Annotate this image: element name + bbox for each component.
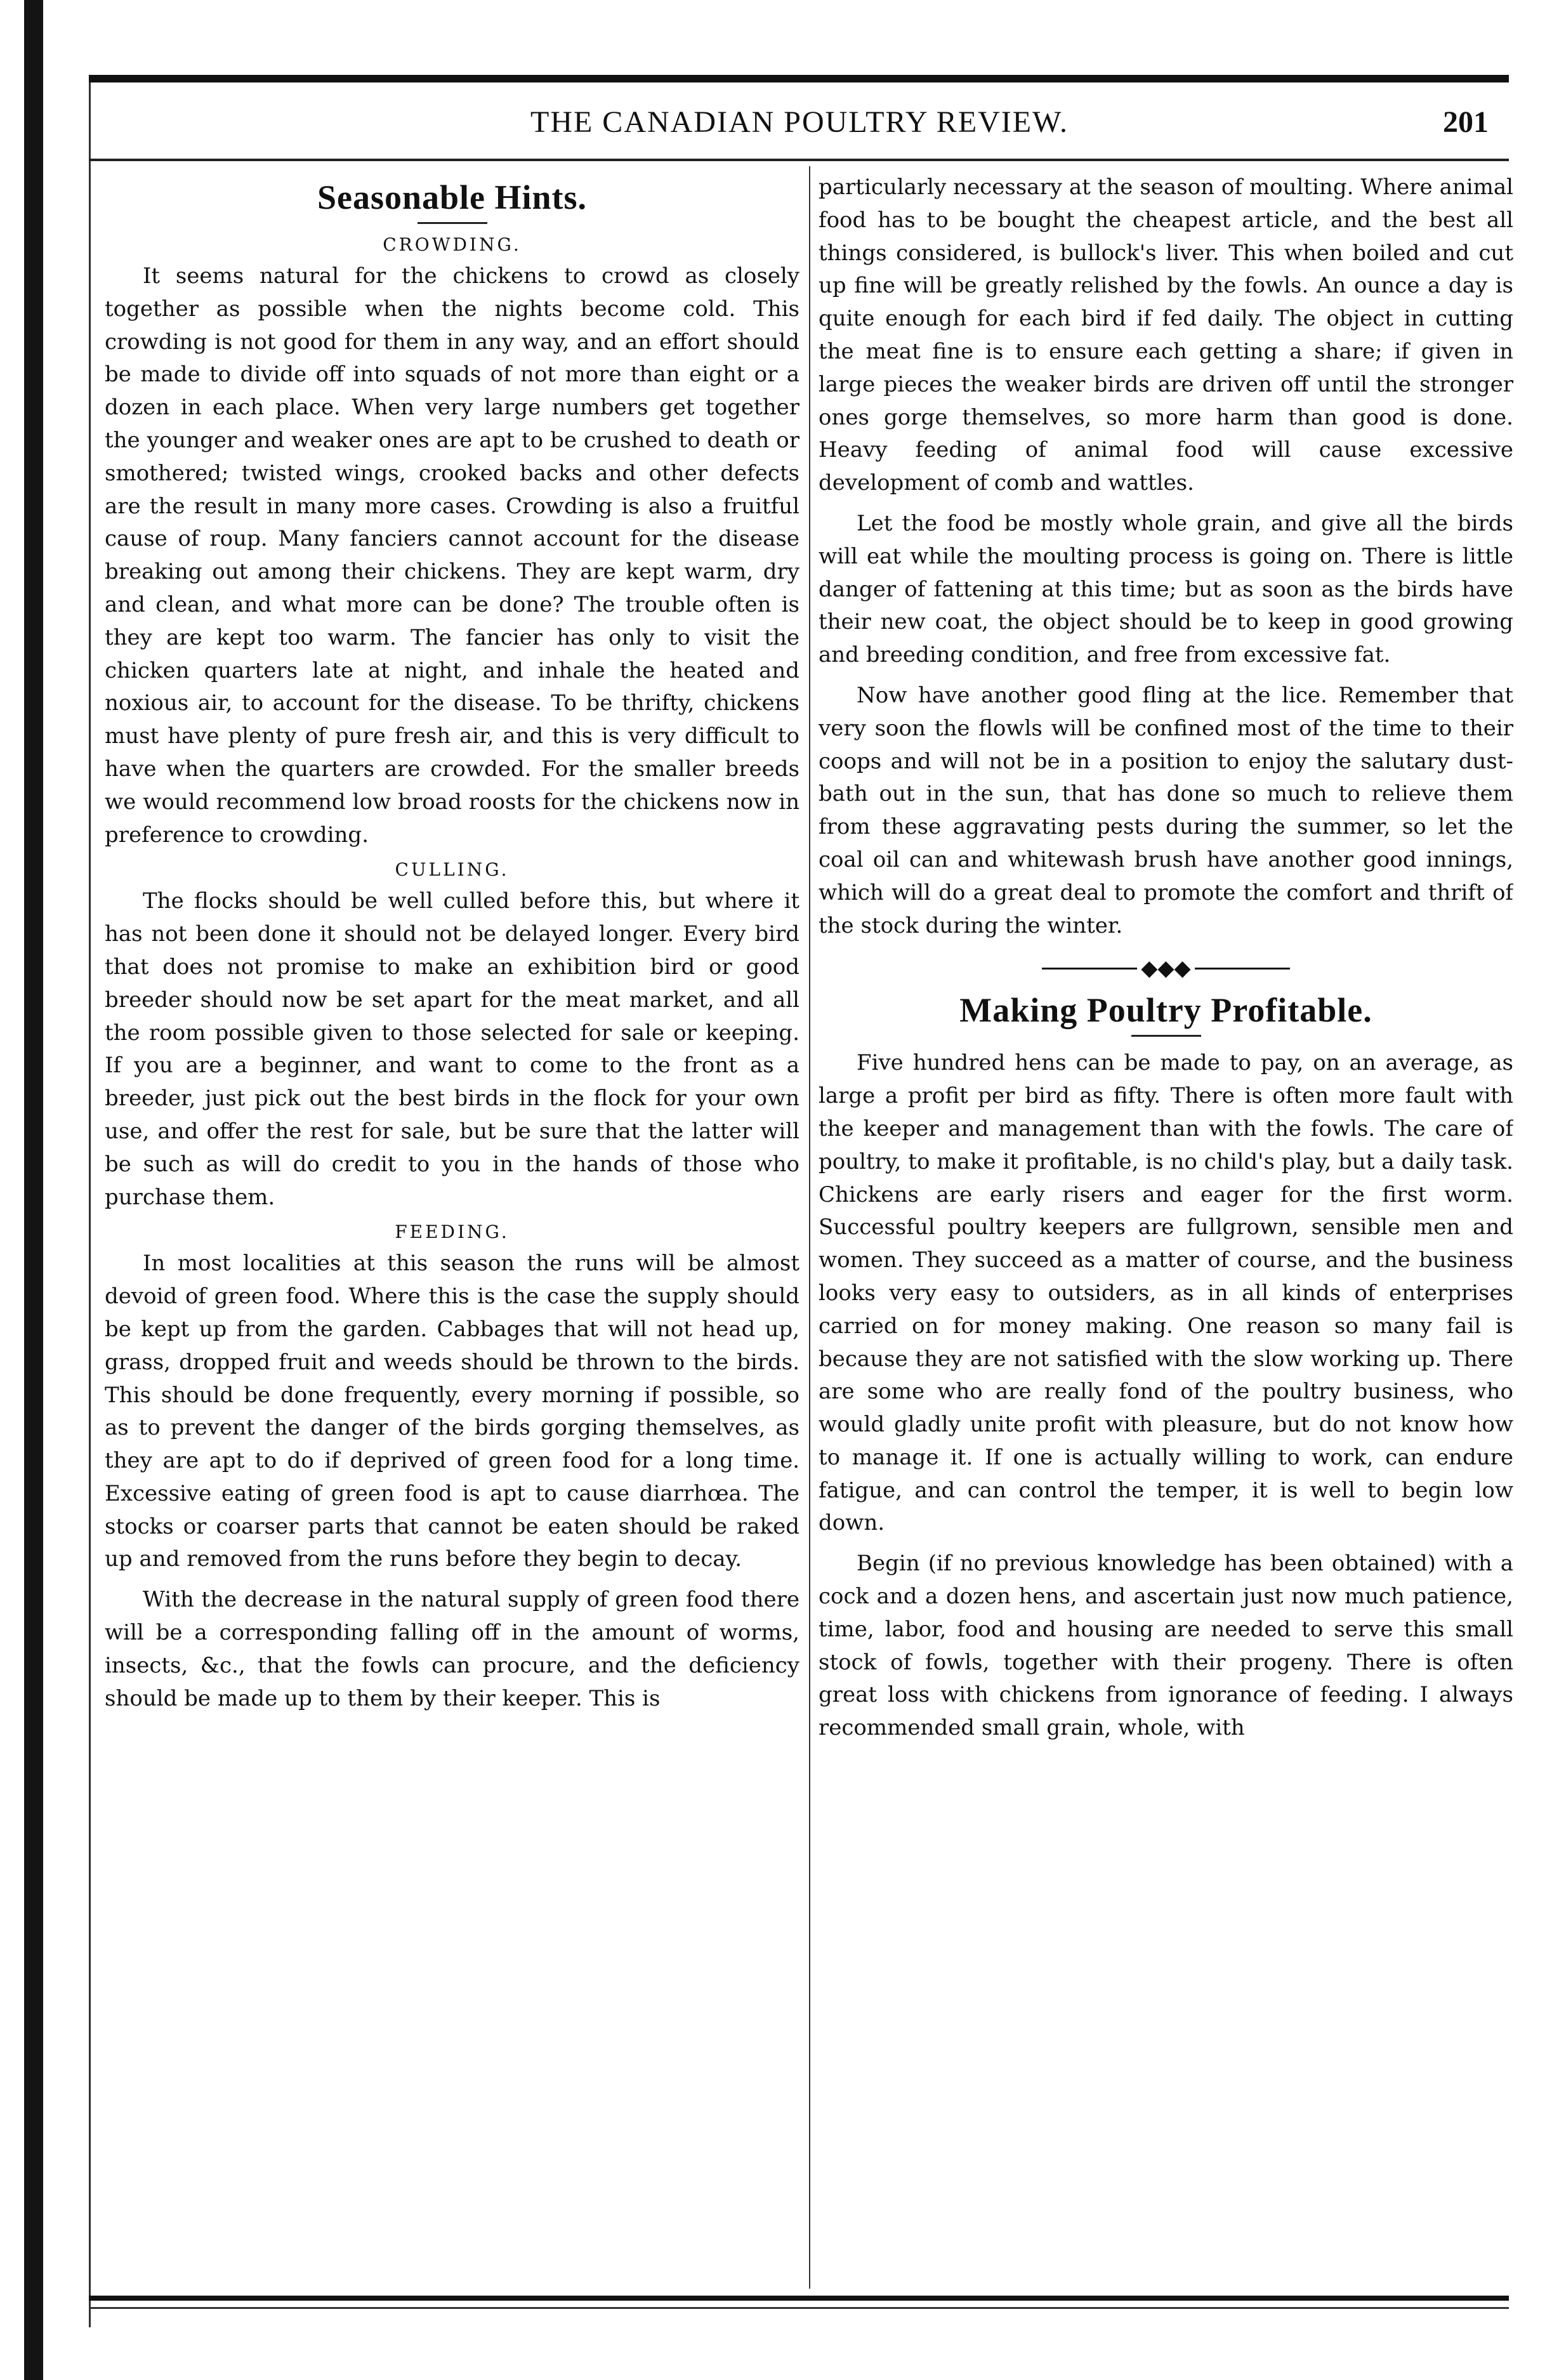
page-header — [95, 92, 1504, 155]
page-number: 201 — [1443, 105, 1489, 139]
subhead-feeding: FEEDING. — [395, 1221, 510, 1243]
paragraph-moulting: Let the food be mostly whole grain, and give all the birds will eat while the moulting process is going on. There is little danger of fattening at this time; but as soon as the birds have their new coat, the object should be to keep in good growing and breeding condition, and free from excessive fat. — [819, 510, 1513, 668]
bottom-border-rule-thin — [89, 2307, 1509, 2309]
header-rule — [89, 159, 1509, 161]
left-column — [105, 171, 799, 2284]
paragraph-continued: particularly necessary at the season of moulting. Where animal food has to be bought the cheapest article, and the best all things considered, is bullock's liver. This when boiled and cut up fine will be greatly relished by the fowls. An ounce a day is quite enough for each bird if fed daily. The object in cutting the meat fine is to ensure each getting a share; if given in large pieces the weaker birds are driven off until the stronger ones gorge themselves, so more harm than good is done. Heavy feeding of animal food will cause excessive development of comb and wattles. — [819, 174, 1513, 496]
article-title-seasonable-hints: Seasonable Hints. — [317, 178, 588, 216]
paragraph-culling: The flocks should be well culled before this, but where it has not been done it should not be delayed longer. Every bird that does not promise to make an exhibition bird or good breeder should now be set apart for the meat market, and all the room possible given to those selected for sale or keeping. If you are a beginner, and want to come to the front as a breeder, just pick out the best birds in the flock for your own use, and offer the rest for sale, but be sure that the latter will be such as will do credit to you in the hands of those who purchase them. — [105, 888, 799, 1210]
title-rule-2 — [1131, 1035, 1201, 1037]
paragraph-feeding-1: In most localities at this season the runs will be almost devoid of green food. Where this is the case the supply should be kept up from the garden. Cabbages that will not head up, grass, dropped fruit and weeds should be thrown to the birds. This should be done frequently, every morning if possible, so as to prevent the danger of the birds gorging themselves, as they are apt to do if deprived of green food for a long time. Excessive eating of green food is apt to cause diarrhœa. The stocks or coarser parts that cannot be eaten should be raked up and removed from the runs before they begin to decay. — [105, 1251, 799, 1572]
paragraph-lice: Now have another good fling at the lice. Remember that very soon the flowls will be confined most of the time to their coops and will not be in a position to enjoy the salutary dust-bath out in the sun, that has done so much to relieve them from these aggravating pests during the summer, so let the coal oil can and whitewash brush have another good innings, which will do a great deal to promote the comfort and thrift of the stock during the winter. — [819, 682, 1513, 938]
subhead-culling: CULLING. — [395, 859, 510, 881]
bottom-border-rule — [89, 2296, 1509, 2301]
subhead-crowding: CROWDING. — [383, 234, 522, 255]
right-column — [819, 171, 1513, 2284]
paragraph-feeding-2: With the decrease in the natural supply of green food there will be a corresponding falling off in the amount of worms, insects, &c., that the fowls can procure, and the deficiency should be made up to them by their keeper. This is — [105, 1587, 799, 1711]
left-margin-rule — [24, 0, 43, 2380]
running-head: THE CANADIAN POULTRY REVIEW. — [530, 105, 1069, 139]
paragraph-profitable-2: Begin (if no previous knowledge has been obtained) with a cock and a dozen hens, and ascertain just now much patience, time, labor, food and housing are needed to serve this small stock of fowls, together with their progeny. There is often great loss with chickens from ignorance of feeding. I always recommended small grain, whole, with — [819, 1551, 1513, 1741]
section-ornament — [819, 956, 1513, 982]
article-title-making-poultry-profitable: Making Poultry Profitable. — [959, 991, 1372, 1030]
top-border-rule — [89, 75, 1509, 82]
left-border-rule — [89, 75, 91, 2327]
paragraph-profitable-1: Five hundred hens can be made to pay, on an average, as large a profit per bird as fifty. There is often more fault with the keeper and management than with the fowls. The care of poultry, to make it profitable, is no child's play, but a daily task. Chickens are early risers and eager for the first worm. Successful poultry keepers are fullgrown, sensible men and women. They succeed as a matter of course, and the business looks very easy to outsiders, as in all kinds of enterprises carried on for money making. One reason so many fail is because they are not satisfied with the slow working up. There are some who are really fond of the poultry business, who would gladly unite profit with pleasure, but do not know how to manage it. If one is actually willing to work, can endure fatigue, and can control the temper, it is well to begin low down. — [819, 1050, 1513, 1536]
ornament-line-left — [1042, 968, 1137, 970]
column-divider — [809, 166, 810, 2289]
ornament-diamond-icon: ◆◆◆ — [1141, 956, 1191, 982]
ornament-line-right — [1195, 968, 1290, 970]
title-rule — [418, 222, 487, 224]
paragraph-crowding: It seems natural for the chickens to crowd as closely together as possible when the nights become cold. This crowding is not good for them in any way, and an effort should be made to divide off into squads of not more than eight or a dozen in each place. When very large numbers get together the younger and weaker ones are apt to be crushed to death or smothered; twisted wings, crooked backs and other defects are the result in many more cases. Crowding is also a fruitful cause of roup. Many fanciers cannot account for the disease breaking out among their chickens. They are kept warm, dry and clean, and what more can be done? The trouble often is they are kept too warm. The fancier has only to visit the chicken quarters late at night, and inhale the heated and noxious air, to account for the disease. To be thrifty, chickens must have plenty of pure fresh air, and this is very difficult to have when the quarters are crowded. For the smaller breeds we would recommend low broad roosts for the chickens now in preference to crowding. — [105, 263, 799, 848]
